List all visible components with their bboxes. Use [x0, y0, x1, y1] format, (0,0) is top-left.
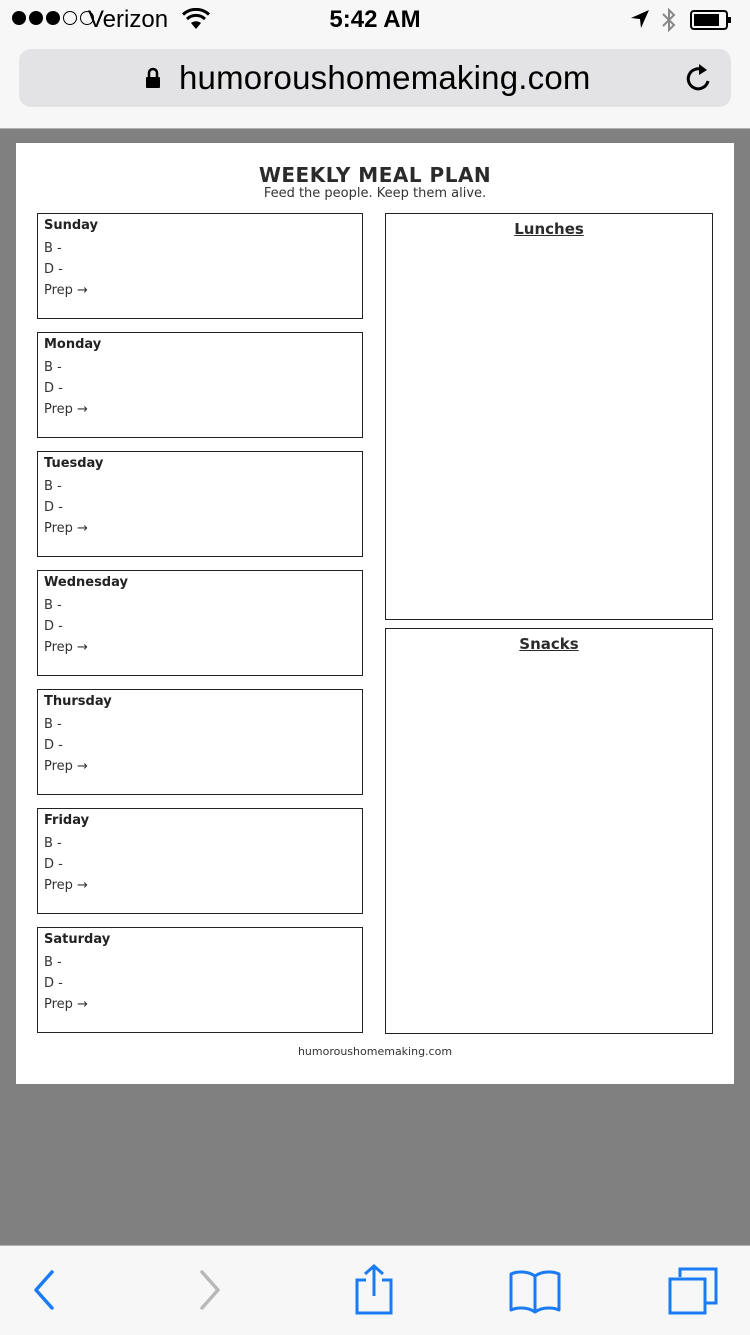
dinner-line: D - [44, 738, 63, 753]
prep-line: Prep → [44, 997, 88, 1012]
day-name: Monday [44, 337, 102, 352]
document-subtitle: Feed the people. Keep them alive. [263, 186, 487, 201]
prep-line: Prep → [44, 878, 88, 893]
back-arrow-icon[interactable] [30, 1268, 58, 1312]
carrier-name: Verizon [88, 6, 169, 33]
breakfast-line: B - [44, 241, 62, 256]
prep-line: Prep → [44, 759, 88, 774]
forward-arrow-icon[interactable] [196, 1268, 224, 1312]
share-icon[interactable] [352, 1264, 396, 1316]
prep-line: Prep → [44, 283, 88, 298]
document-title: WEEKLY MEAL PLAN [258, 163, 492, 187]
dinner-line: D - [44, 262, 63, 277]
day-box-saturday [37, 927, 363, 1033]
breakfast-line: B - [44, 479, 62, 494]
dinner-line: D - [44, 619, 63, 634]
lunches-box [385, 213, 713, 620]
prep-line: Prep → [44, 640, 88, 655]
bluetooth-icon [660, 6, 678, 34]
lock-icon [145, 67, 161, 89]
day-box-monday [37, 332, 363, 438]
day-name: Sunday [44, 218, 99, 233]
reload-icon[interactable] [686, 63, 714, 93]
dinner-line: D - [44, 500, 63, 515]
day-name: Friday [44, 813, 90, 828]
dinner-line: D - [44, 976, 63, 991]
dinner-line: D - [44, 381, 63, 396]
prep-line: Prep → [44, 402, 88, 417]
snacks-title: Snacks [519, 635, 579, 653]
status-time: 5:42 AM [329, 6, 421, 33]
url-text: humoroushomemaking.com [179, 59, 591, 96]
bookmarks-icon[interactable] [508, 1268, 562, 1314]
browser-toolbar [0, 1245, 750, 1335]
breakfast-line: B - [44, 360, 62, 375]
day-box-sunday [37, 213, 363, 319]
prep-line: Prep → [44, 521, 88, 536]
day-box-tuesday [37, 451, 363, 557]
day-name: Saturday [44, 932, 111, 947]
status-bar [0, 0, 750, 40]
breakfast-line: B - [44, 955, 62, 970]
snacks-box [385, 628, 713, 1034]
lunches-title: Lunches [514, 220, 584, 238]
battery-icon [690, 10, 732, 30]
address-bar[interactable] [19, 49, 731, 107]
meal-plan-document [16, 143, 734, 1084]
day-box-wednesday [37, 570, 363, 676]
breakfast-line: B - [44, 717, 62, 732]
day-name: Thursday [44, 694, 112, 709]
tabs-icon[interactable] [666, 1266, 720, 1316]
location-arrow-icon [630, 9, 650, 29]
day-name: Wednesday [44, 575, 128, 590]
breakfast-line: B - [44, 598, 62, 613]
dinner-line: D - [44, 857, 63, 872]
browser-chrome-top [0, 0, 750, 129]
day-name: Tuesday [44, 456, 104, 471]
day-box-friday [37, 808, 363, 914]
document-footer: humoroushomemaking.com [297, 1045, 453, 1058]
breakfast-line: B - [44, 836, 62, 851]
day-box-thursday [37, 689, 363, 795]
